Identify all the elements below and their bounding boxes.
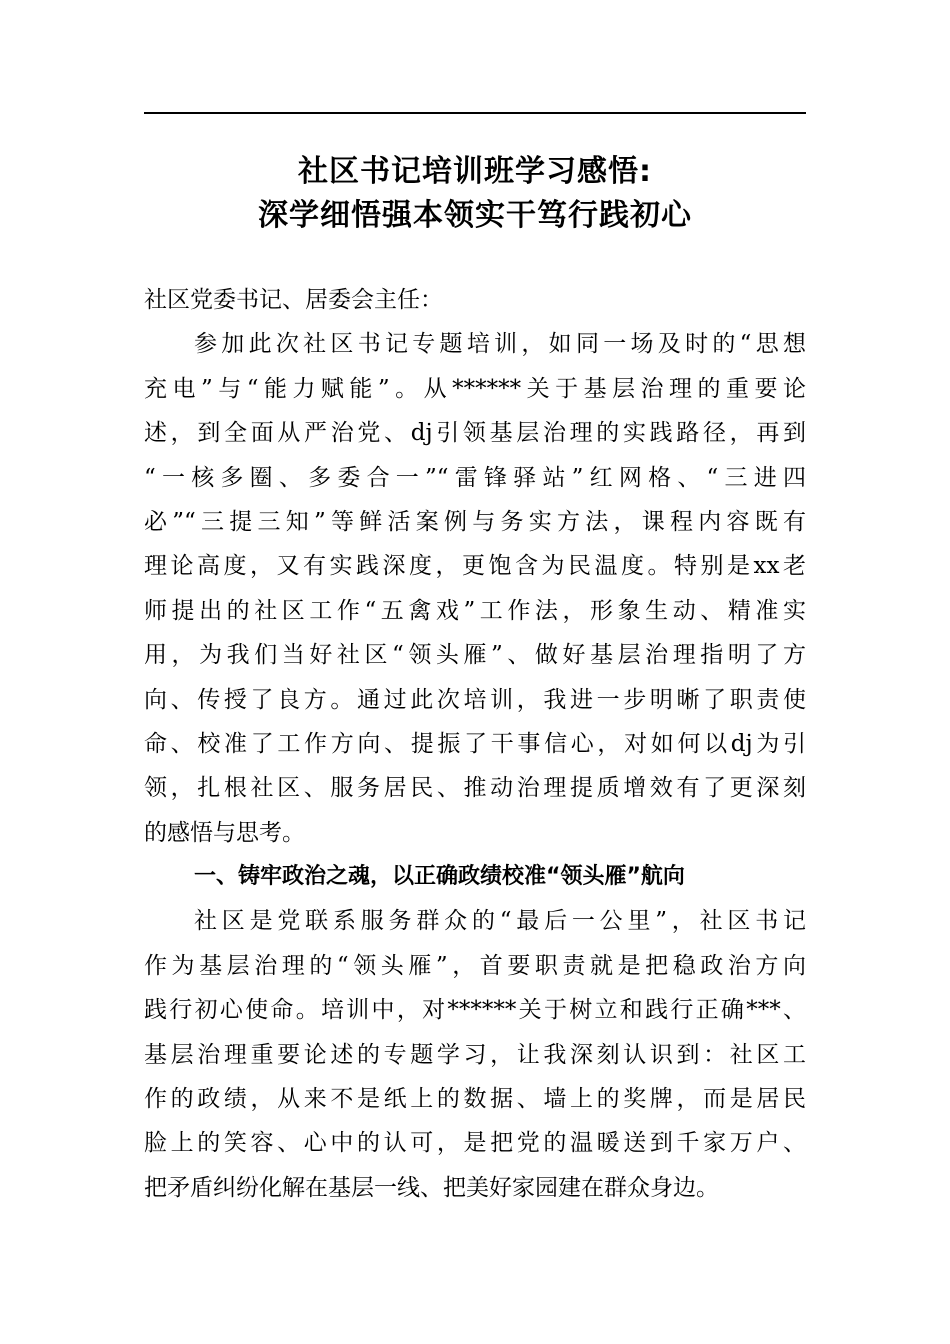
author-line: 社区党委书记、居委会主任： xyxy=(144,287,443,313)
paragraph-2-line: 作的政绩，从来不是纸上的数据、墙上的奖牌，而是居民 xyxy=(144,1086,806,1113)
document-title xyxy=(144,150,806,238)
paragraph-2-line: 践行初心使命。培训中，对******关于树立和践行正确***、 xyxy=(144,997,806,1024)
paragraph-1-line: 领，扎根社区、服务居民、推动治理提质增效有了更深刻 xyxy=(144,775,806,802)
paragraph-1-line: 参加此次社区书记专题培训，如同一场及时的“思想 xyxy=(194,331,806,358)
paragraph-1-line: 的感悟与思考。 xyxy=(144,819,305,846)
title-line-1: 社区书记培训班学习感悟: xyxy=(298,154,652,189)
paragraph-2-line: 脸上的笑容、心中的认可，是把党的温暖送到千家万户、 xyxy=(144,1130,806,1157)
title-line-2: 深学细悟强本领实干笃行践初心 xyxy=(258,198,692,233)
paragraph-2-line: 作为基层治理的“领头雁”，首要职责就是把稳政治方向 xyxy=(144,952,806,979)
paragraph-1-line: 理论高度，又有实践深度，更饱含为民温度。特别是xx老 xyxy=(144,553,806,580)
paragraph-2-line: 把矛盾纠纷化解在基层一线、把美好家园建在群众身边。 xyxy=(144,1174,719,1201)
paragraph-1-line: 师提出的社区工作“五禽戏”工作法，形象生动、精准实 xyxy=(144,597,806,624)
paragraph-2-line: 基层治理重要论述的专题学习，让我深刻认识到：社区工 xyxy=(144,1041,806,1068)
paragraph-1-line: 述，到全面从严治党、dj引领基层治理的实践路径，再到 xyxy=(144,420,806,447)
paragraph-1-line: 命、校准了工作方向、提振了干事信心，对如何以dj为引 xyxy=(144,730,806,757)
paragraph-1-line: 向、传授了良方。通过此次培训，我进一步明晰了职责使 xyxy=(144,686,806,713)
document-body xyxy=(144,278,806,1210)
paragraph-1-line: 充电”与“能力赋能”。从******关于基层治理的重要论 xyxy=(144,375,806,402)
paragraph-1-line: 必”“三提三知”等鲜活案例与务实方法，课程内容既有 xyxy=(144,508,806,535)
header-rule xyxy=(144,112,806,114)
paragraph-1-line: 用，为我们当好社区“领头雁”、做好基层治理指明了方 xyxy=(144,642,806,669)
section-1-heading: 一、铸牢政治之魂，以正确政绩校准“领头雁”航向 xyxy=(194,864,685,890)
paragraph-1-line: “一核多圈、多委合一”“雷锋驿站”红网格、“三进四 xyxy=(144,464,806,491)
paragraph-2-line: 社区是党联系服务群众的“最后一公里”，社区书记 xyxy=(194,908,806,935)
